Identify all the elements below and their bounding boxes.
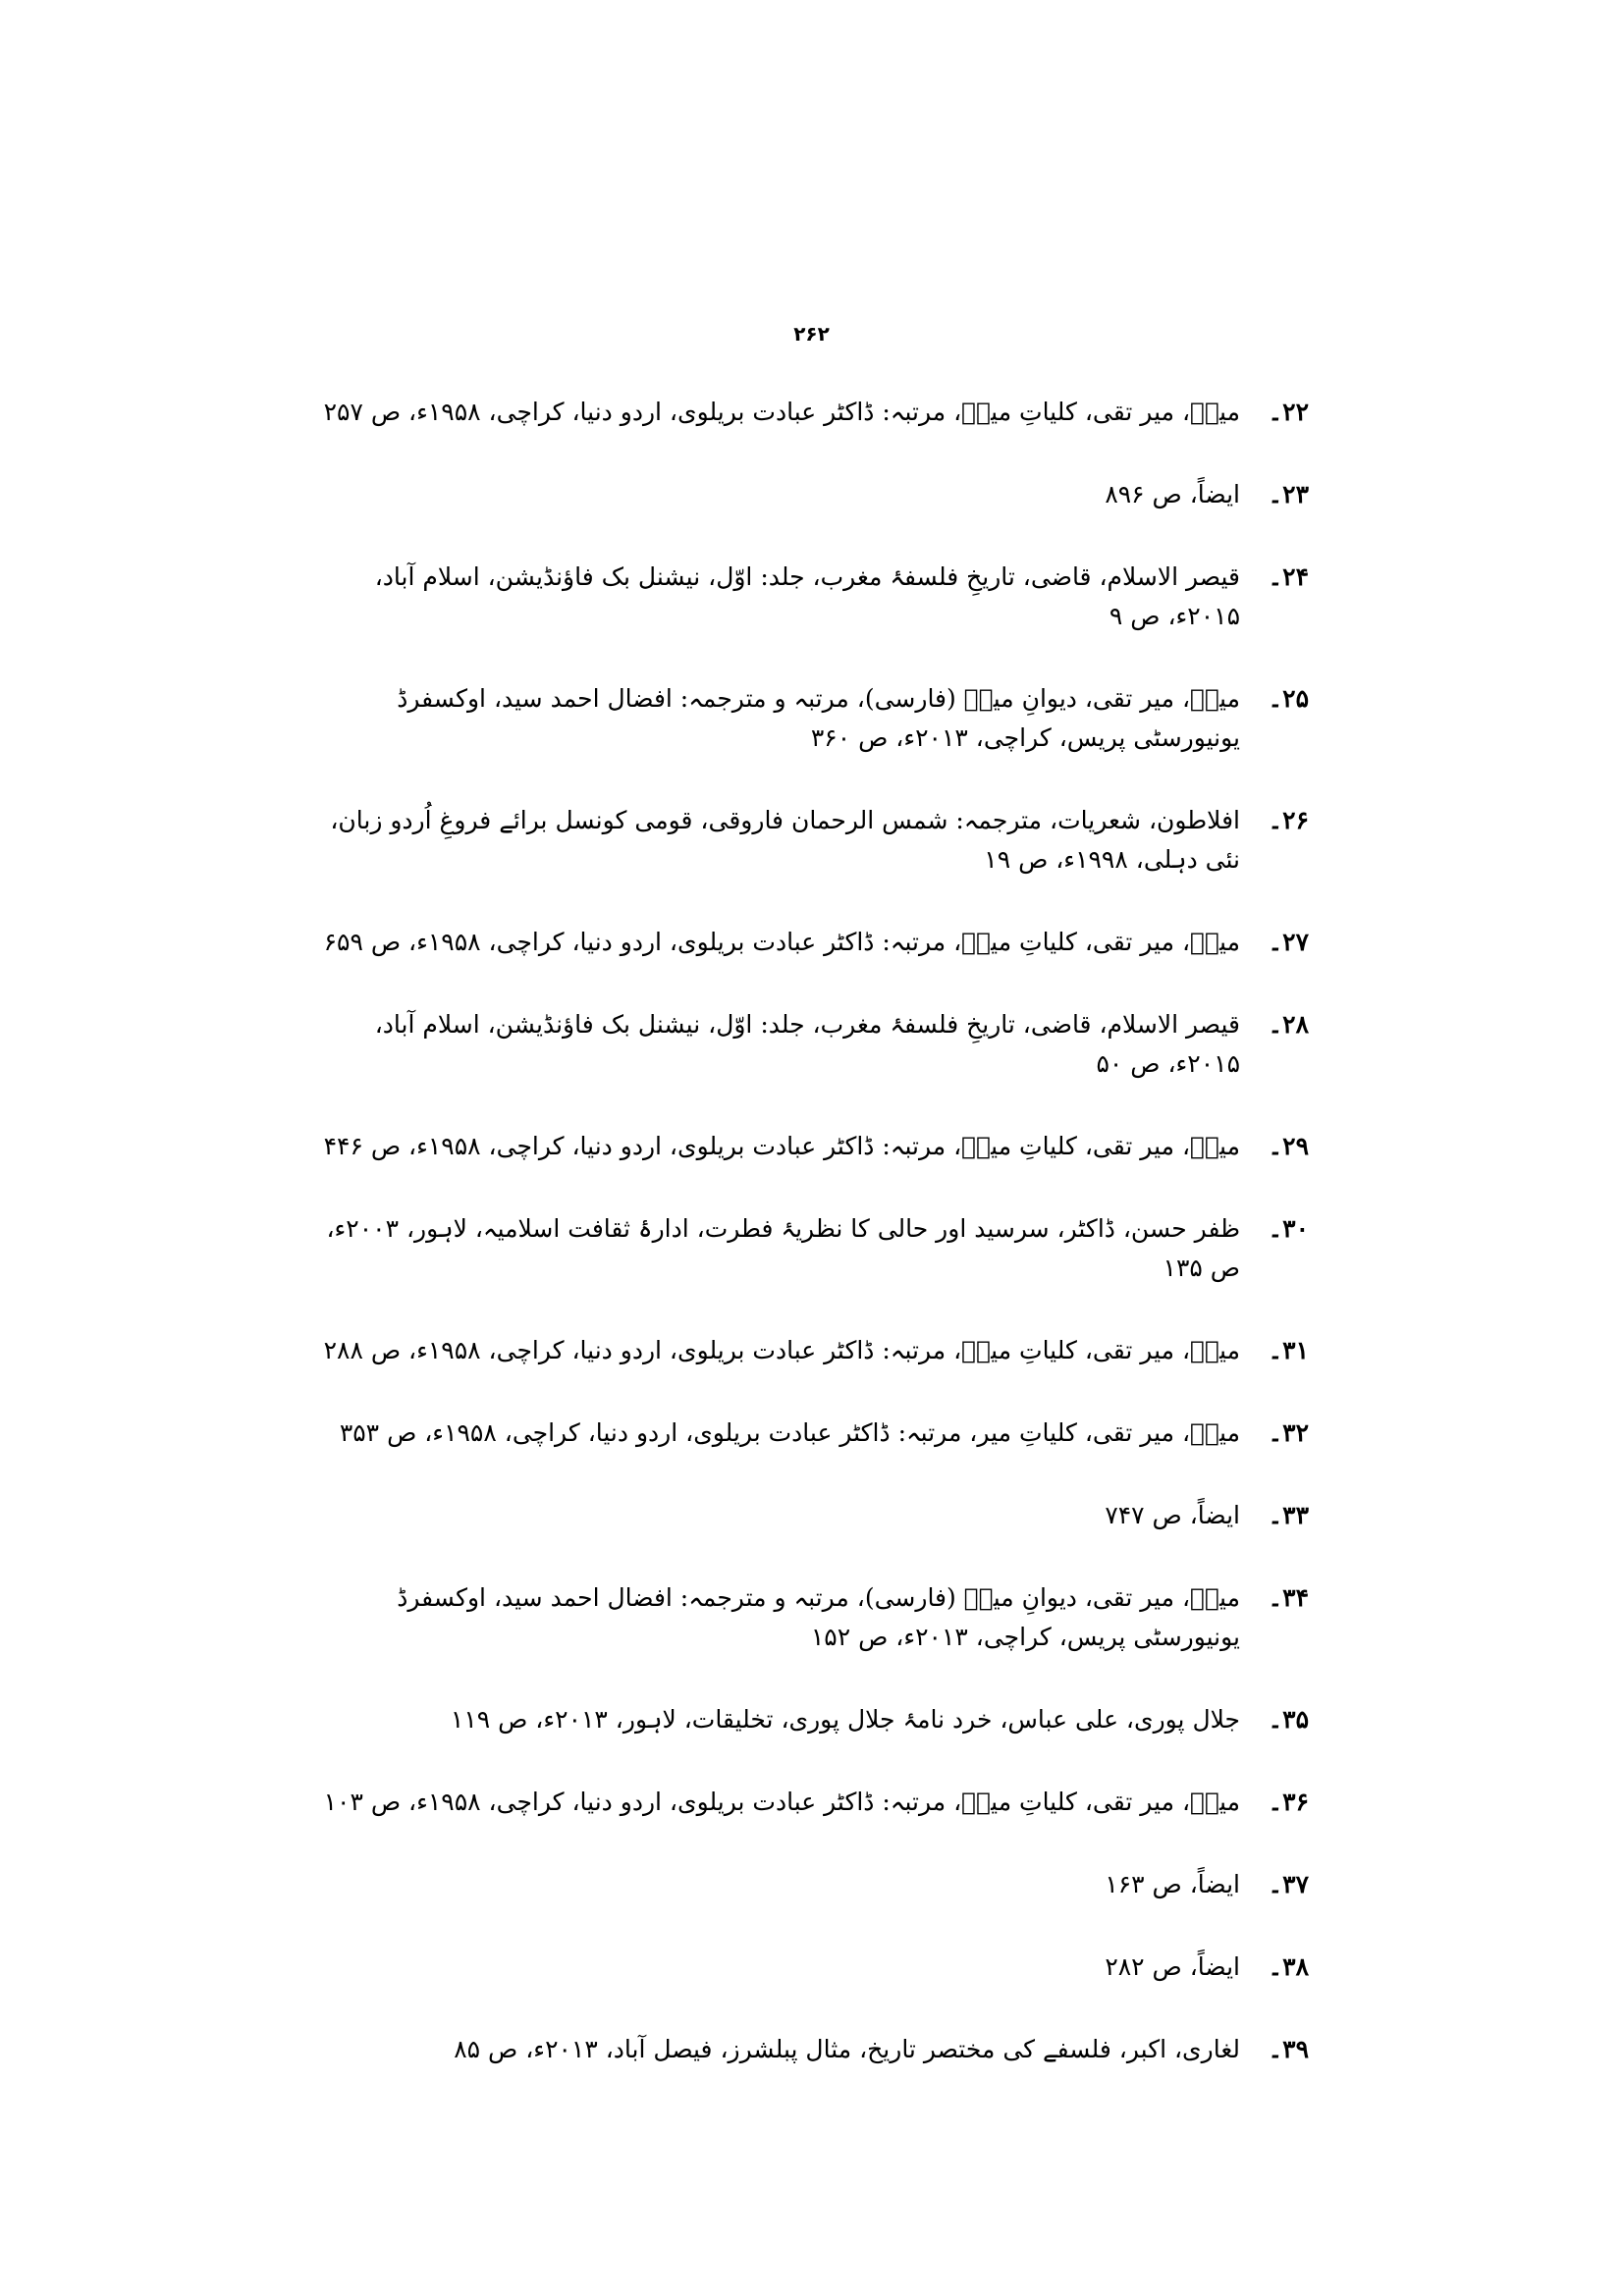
- footnote-27: [307, 923, 1309, 962]
- footnote-35: [307, 1700, 1309, 1739]
- footnote-text: ایضاً، ص ۱۶۳: [1105, 1870, 1240, 1898]
- footnote-text: قیصر الاسلام، قاضی، تاریخِ فلسفۂ مغرب، جلد: اوّل، نیشنل بک فاؤنڈیشن، اسلام آباد، ۲۰۱۵ء، ص ۹: [374, 562, 1240, 630]
- footnote-29: [307, 1127, 1309, 1166]
- footnote-33: [307, 1496, 1309, 1535]
- footnote-number: ۲۴۔: [1268, 562, 1309, 591]
- footnote-number: ۳۲۔: [1268, 1418, 1309, 1447]
- footnote-36: [307, 1783, 1309, 1822]
- footnote-25: [307, 679, 1309, 758]
- footnote-text: جلال پوری، علی عباس، خرد نامۂ جلال پوری، تخلیقات، لاہور، ۲۰۱۳ء، ص ۱۱۹: [450, 1705, 1240, 1734]
- footnote-number: ۳۶۔: [1268, 1788, 1309, 1816]
- footnote-34: [307, 1578, 1309, 1657]
- footnote-text: ایضاً، ص ۲۸۲: [1105, 1952, 1240, 1981]
- footnote-text: قیصر الاسلام، قاضی، تاریخِ فلسفۂ مغرب، جلد: اوّل، نیشنل بک فاؤنڈیشن، اسلام آباد، ۲۰۱۵ء، ص ۵۰: [374, 1010, 1240, 1078]
- footnote-text: میرؔ، میر تقی، کلیاتِ میر، مرتبہ: ڈاکٹر عبادت بریلوی، اردو دنیا، کراچی، ۱۹۵۸ء، ص ۳۵۳: [339, 1418, 1240, 1447]
- footnote-37: [307, 1865, 1309, 1904]
- footnote-number: ۳۸۔: [1268, 1952, 1309, 1981]
- footnote-30: [307, 1209, 1309, 1288]
- footnote-number: ۳۱۔: [1268, 1336, 1309, 1364]
- footnote-text: میرؔ، میر تقی، کلیاتِ میرؔ، مرتبہ: ڈاکٹر عبادت بریلوی، اردو دنیا، کراچی، ۱۹۵۸ء، ص ۲۵۷: [323, 398, 1240, 426]
- footnote-number: ۳۰۔: [1268, 1214, 1309, 1243]
- footnote-text: میرؔ، میر تقی، کلیاتِ میرؔ، مرتبہ: ڈاکٹر عبادت بریلوی، اردو دنیا، کراچی، ۱۹۵۸ء، ص ۶۵۹: [323, 928, 1240, 956]
- footnote-number: ۲۲۔: [1268, 398, 1309, 426]
- footnote-text: افلاطون، شعریات، مترجمہ: شمس الرحمان فاروقی، قومی کونسل برائے فروغِ اُردو زبان، نئی دہلی، ۱۹۹۸ء، ص ۱۹: [330, 806, 1240, 874]
- footnote-number: ۲۸۔: [1268, 1010, 1309, 1039]
- footnote-text: میرؔ، میر تقی، کلیاتِ میرؔ، مرتبہ: ڈاکٹر عبادت بریلوی، اردو دنیا، کراچی، ۱۹۵۸ء، ص ۴۴۶: [323, 1132, 1240, 1160]
- footnote-text: لغاری، اکبر، فلسفے کی مختصر تاریخ، مثال پبلشرز، فیصل آباد، ۲۰۱۳ء، ص ۸۵: [454, 2035, 1240, 2063]
- footnote-23: [307, 475, 1309, 514]
- footnote-39: [307, 2030, 1309, 2069]
- footnote-24: [307, 558, 1309, 636]
- footnote-number: ۳۵۔: [1268, 1705, 1309, 1734]
- footnote-number: ۳۹۔: [1268, 2035, 1309, 2063]
- footnote-number: ۳۴۔: [1268, 1583, 1309, 1612]
- footnote-text: ایضاً، ص ۸۹۶: [1105, 480, 1240, 508]
- page-number: ۲۶۲: [793, 322, 830, 346]
- footnote-32: [307, 1414, 1309, 1453]
- footnote-number: ۲۵۔: [1268, 684, 1309, 713]
- footnote-22: [307, 393, 1309, 432]
- footnote-text: میرؔ، میر تقی، کلیاتِ میرؔ، مرتبہ: ڈاکٹر عبادت بریلوی، اردو دنیا، کراچی، ۱۹۵۸ء، ص ۱۰۳: [323, 1788, 1240, 1816]
- footnote-text: ایضاً، ص ۷۴۷: [1105, 1501, 1240, 1529]
- footnote-number: ۲۹۔: [1268, 1132, 1309, 1160]
- footnote-number: ۳۷۔: [1268, 1870, 1309, 1898]
- footnote-text: میرؔ، میر تقی، دیوانِ میرؔ (فارسی)، مرتبہ و مترجمہ: افضال احمد سید، اوکسفرڈ یونیورسٹی پریس، کراچی، ۲۰۱۳ء، ص ۱۵۲: [397, 1583, 1240, 1651]
- footnote-text: میرؔ، میر تقی، دیوانِ میرؔ (فارسی)، مرتبہ و مترجمہ: افضال احمد سید، اوکسفرڈ یونیورسٹی پریس، کراچی، ۲۰۱۳ء، ص ۳۶۰: [397, 684, 1240, 752]
- footnotes-list: [307, 393, 1309, 2112]
- footnote-number: ۲۷۔: [1268, 928, 1309, 956]
- footnote-text: ظفر حسن، ڈاکٹر، سرسید اور حالی کا نظریۂ فطرت، ادارۂ ثقافت اسلامیہ، لاہور، ۲۰۰۳ء، ص ۱۳۵: [326, 1214, 1240, 1282]
- footnote-number: ۲۶۔: [1268, 806, 1309, 834]
- footnote-31: [307, 1331, 1309, 1370]
- footnote-number: ۲۳۔: [1268, 480, 1309, 508]
- footnote-number: ۳۳۔: [1268, 1501, 1309, 1529]
- footnote-26: [307, 801, 1309, 880]
- footnote-text: میرؔ، میر تقی، کلیاتِ میرؔ، مرتبہ: ڈاکٹر عبادت بریلوی، اردو دنیا، کراچی، ۱۹۵۸ء، ص ۲۸۸: [323, 1336, 1240, 1364]
- footnote-28: [307, 1005, 1309, 1084]
- footnote-38: [307, 1948, 1309, 1987]
